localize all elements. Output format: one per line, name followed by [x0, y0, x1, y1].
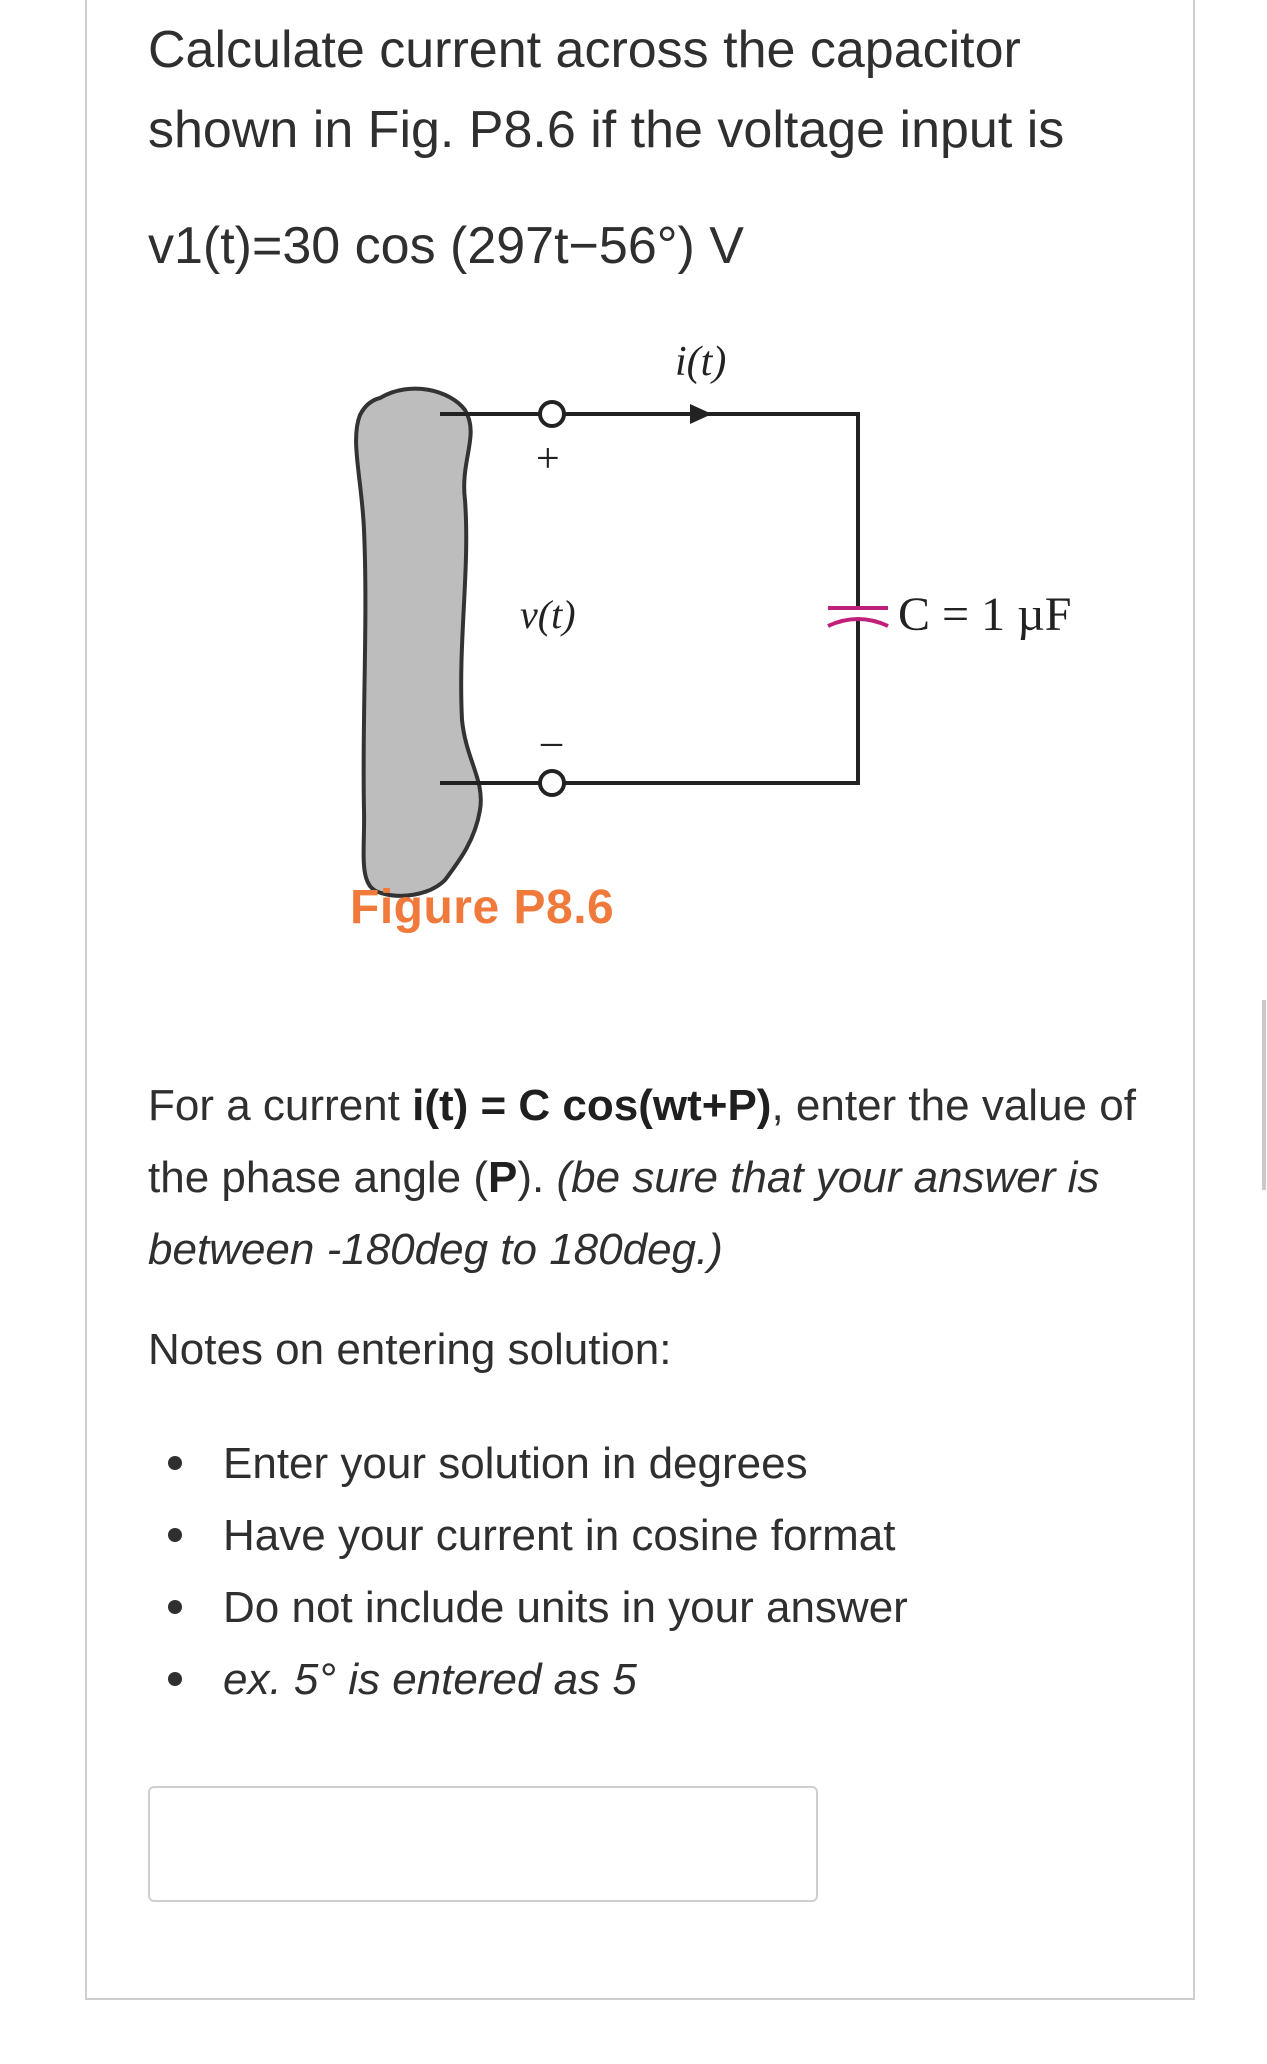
notes-title: Notes on entering solution:: [148, 1325, 672, 1374]
instructions-part3: ).: [517, 1153, 557, 1202]
bullet-icon: [168, 1528, 182, 1542]
question-line-1: Calculate current across the capacitor: [148, 21, 1021, 79]
plus-label: +: [536, 436, 560, 482]
bullet-icon: [168, 1600, 182, 1614]
list-item: [148, 1428, 908, 1500]
list-item: [148, 1500, 908, 1572]
positive-terminal: [540, 402, 564, 426]
capacitor-label: C = 1 µF: [898, 588, 1072, 641]
scrollbar[interactable]: [1262, 1000, 1266, 1190]
bullet-icon: [168, 1456, 182, 1470]
range-note: (be sure that your answer is between -180deg to 180deg.): [148, 1153, 1100, 1274]
note-text: ex. 5° is entered as 5: [223, 1655, 637, 1704]
voltage-label: v(t): [520, 592, 576, 637]
list-item: [148, 1644, 908, 1716]
note-text: Do not include units in your answer: [223, 1583, 908, 1632]
figure-caption: Figure P8.6: [350, 881, 615, 934]
circuit-diagram: [340, 340, 1140, 960]
list-item: [148, 1572, 908, 1644]
notes-list: [148, 1428, 908, 1716]
voltage-source-shape: [356, 389, 481, 896]
question-line-3: v1(t)=30 cos (297t−56°) V: [148, 217, 744, 275]
instructions-part1: For a current: [148, 1081, 413, 1130]
instructions-part2: , enter the value of the phase angle (: [148, 1081, 1136, 1202]
phase-symbol: P: [488, 1153, 518, 1202]
minus-label: –: [541, 719, 562, 765]
note-text: Enter your solution in degrees: [223, 1439, 808, 1488]
current-label: i(t): [675, 340, 727, 385]
note-text: Have your current in cosine format: [223, 1511, 896, 1560]
negative-terminal: [540, 771, 564, 795]
current-arrow-icon: [690, 404, 712, 424]
bullet-icon: [168, 1672, 182, 1686]
instructions-paragraph: [148, 1070, 1158, 1286]
circuit-figure: [340, 340, 1140, 960]
question-line-2: shown in Fig. P8.6 if the voltage input is: [148, 101, 1065, 159]
current-formula: i(t) = C cos(wt+P): [412, 1081, 772, 1130]
answer-input[interactable]: [148, 1786, 818, 1902]
